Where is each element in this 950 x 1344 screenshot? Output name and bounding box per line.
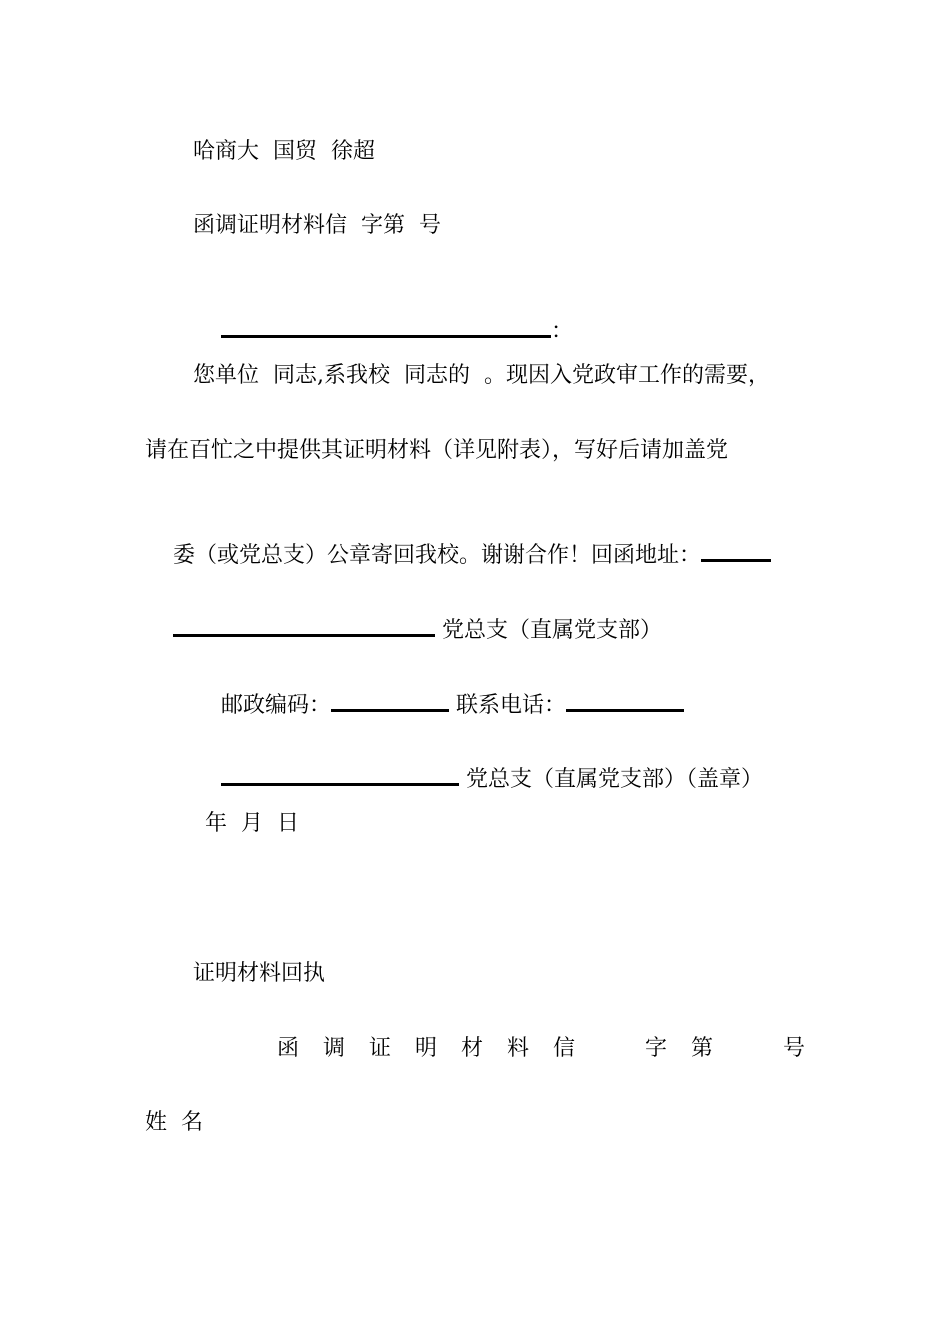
receipt-ref-char: 材 <box>461 1036 484 1061</box>
receipt-ref-char: 函 <box>277 1036 300 1061</box>
receipt-ref-char: 字 <box>644 1036 667 1061</box>
receipt-ref-char: 明 <box>415 1036 438 1061</box>
body-line-2: 请在百忙之中提供其证明材料（详见附表），写好后请加盖党 <box>145 438 729 463</box>
date-line: 年 月 日 <box>205 811 299 836</box>
name-label: 姓 名 <box>145 1110 203 1135</box>
postcode-blank <box>331 691 449 712</box>
phone-label: 联系电话： <box>449 693 566 718</box>
receipt-ref-char: 号 <box>782 1036 805 1061</box>
receipt-ref-gap <box>599 1034 621 1064</box>
body-line-1: 您单位 同志,系我校 同志的 。现因入党政审工作的需要， <box>193 363 770 388</box>
receipt-reference-line <box>277 1034 805 1064</box>
recipient-blank <box>221 317 551 338</box>
letter-reference: 函调证明材料信 字第 号 <box>193 213 441 238</box>
author-line: 哈商大 国贸 徐超 <box>193 139 375 164</box>
receipt-ref-char: 证 <box>369 1036 392 1061</box>
seal-label: 党总支（直属党支部）（盖章） <box>458 767 763 792</box>
receipt-ref-char: 调 <box>323 1036 346 1061</box>
salutation-colon: ： <box>550 319 573 344</box>
phone-blank <box>566 691 684 712</box>
seal-blank <box>221 765 459 786</box>
receipt-ref-char: 信 <box>553 1036 576 1061</box>
branch-blank <box>173 616 435 637</box>
receipt-ref-char: 第 <box>690 1036 713 1061</box>
branch-label: 党总支（直属党支部） <box>434 618 662 643</box>
return-address-blank <box>701 541 771 562</box>
postcode-label: 邮政编码： <box>220 693 331 718</box>
receipt-title: 证明材料回执 <box>193 961 326 986</box>
receipt-ref-gap <box>737 1034 759 1064</box>
receipt-ref-char: 料 <box>507 1036 530 1061</box>
return-address-label: 委（或党总支）公章寄回我校。谢谢合作！回函地址： <box>172 543 701 568</box>
